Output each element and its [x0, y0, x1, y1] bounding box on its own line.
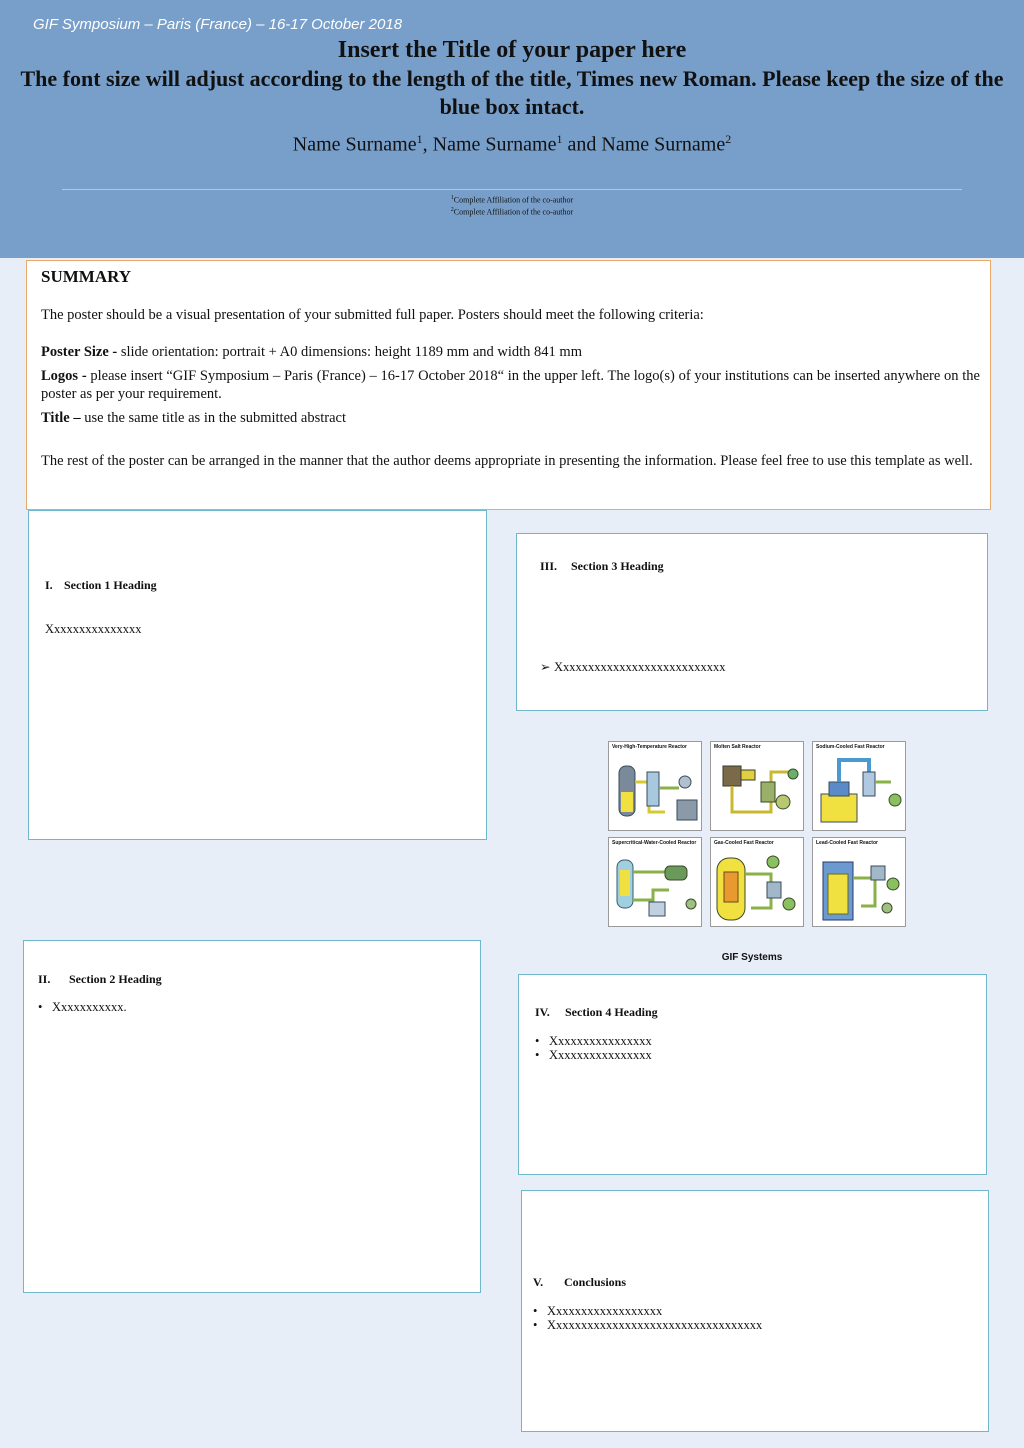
bullet-icon: •: [535, 1048, 540, 1062]
paper-title: Insert the Title of your paper here: [337, 37, 687, 63]
panel-label: Gas-Cooled Fast Reactor: [714, 840, 774, 846]
section-4-box: [518, 974, 987, 1175]
section-3-box: [516, 533, 988, 711]
author-sup: 1: [416, 132, 423, 146]
list-item: [38, 1000, 127, 1015]
panel-label: Very-High-Temperature Reactor: [612, 744, 687, 750]
summary-title-rule: [41, 409, 980, 427]
panel-label: Molten Salt Reactor: [714, 744, 761, 750]
conclusions-box: [521, 1190, 989, 1432]
reactor-panel-lfr: [812, 837, 906, 927]
paper-subtitle: The font size will adjust according to the length of the title, Times new Roman. Please keep the size of the blue box intact.: [20, 66, 1004, 119]
list-item: [535, 1048, 652, 1063]
author-name: Name Surname: [432, 133, 557, 156]
summary-closing: The rest of the poster can be arranged in the manner that the author deems appropriate in presenting the information. Please feel free to use this template as well.: [41, 453, 973, 469]
conclusions-heading: [533, 1275, 626, 1290]
section-4-heading: [535, 1005, 658, 1020]
section-number: IV.: [535, 1005, 550, 1019]
summary-logos: [41, 367, 980, 403]
gif-systems-figure: [606, 740, 910, 938]
list-item: [533, 1318, 762, 1333]
list-item: [533, 1304, 662, 1319]
summary-heading: SUMMARY: [41, 267, 132, 286]
title-label: Title –: [41, 410, 81, 426]
reactor-panel-scwr: [608, 837, 702, 927]
section-3-heading: [540, 559, 664, 574]
section-number: V.: [533, 1275, 544, 1289]
affiliation-text: Complete Affiliation of the co-author: [453, 207, 574, 217]
list-item-text: Xxxxxxxxxxx.: [52, 1000, 127, 1014]
summary-poster-size: [41, 343, 980, 361]
summary-box: [26, 260, 991, 510]
list-item-text: Xxxxxxxxxxxxxxxxxx: [547, 1304, 663, 1318]
summary-intro: The poster should be a visual presentation of your submitted full paper. Posters should meet the following criteria:: [41, 307, 704, 323]
author-list: [0, 126, 1024, 158]
section-2-heading: [38, 972, 162, 987]
list-item-text: Xxxxxxxxxxxxxxxxxxxxxxxxxxx: [554, 660, 726, 674]
author-sup: 1: [556, 132, 563, 146]
panel-label: Lead-Cooled Fast Reactor: [816, 840, 878, 846]
section-title: Section 1 Heading: [64, 578, 157, 592]
affiliation-text: Complete Affiliation of the co-author: [453, 195, 574, 205]
list-item: [535, 1034, 652, 1049]
section-title: Section 3 Heading: [571, 559, 664, 573]
reactor-panel-sfr: [812, 741, 906, 831]
section-number: I.: [45, 578, 53, 592]
section-number: II.: [38, 972, 51, 986]
section-title: Conclusions: [564, 1275, 627, 1289]
list-item-text: Xxxxxxxxxxxxxxxxxxxxxxxxxxxxxxxxxx: [547, 1318, 763, 1332]
bullet-icon: •: [38, 1000, 43, 1014]
affiliation-1: [0, 193, 1024, 206]
list-item: [540, 659, 726, 675]
reactor-panel-msr: [710, 741, 804, 831]
bullet-icon: •: [533, 1304, 538, 1318]
list-item-text: Xxxxxxxxxxxxxxxx: [549, 1048, 652, 1062]
section-title: Section 2 Heading: [69, 972, 162, 986]
figure-caption: GIF Systems: [721, 952, 783, 963]
title-text: use the same title as in the submitted abstract: [80, 410, 346, 426]
list-item-text: Xxxxxxxxxxxxxxxx: [549, 1034, 652, 1048]
header-divider: [62, 189, 962, 190]
author-sup: 2: [725, 132, 732, 146]
logos-text: please insert “GIF Symposium – Paris (France) – 16-17 October 2018“ in the upper left. The logo(s) of your institutions can be inserted anywhere on the poster as per your requirement.: [41, 368, 980, 402]
author-name: Name Surname: [601, 133, 726, 156]
affiliation-sup: 1: [450, 195, 454, 201]
section-title: Section 4 Heading: [565, 1005, 658, 1019]
poster-size-text: slide orientation: portrait + A0 dimensions: height 1189 mm and width 841 mm: [117, 344, 582, 360]
author-sep: ,: [422, 133, 433, 156]
logos-label: Logos -: [41, 368, 87, 384]
section-2-box: [23, 940, 481, 1293]
conference-label: GIF Symposium – Paris (France) – 16-17 October 2018: [33, 16, 403, 33]
poster-size-label: Poster Size -: [41, 344, 118, 360]
bullet-icon: •: [533, 1318, 538, 1332]
panel-label: Supercritical-Water-Cooled Reactor: [612, 840, 697, 846]
section-1-heading: [45, 578, 157, 593]
header-banner: [0, 0, 1024, 258]
reactor-panel-gfr: [710, 837, 804, 927]
affiliation-sup: 2: [450, 207, 454, 213]
panel-label: Sodium-Cooled Fast Reactor: [816, 744, 885, 750]
author-sep: and: [562, 133, 602, 156]
affiliation-2: [0, 205, 1024, 218]
author-name: Name Surname: [292, 133, 417, 156]
bullet-icon: •: [535, 1034, 540, 1048]
section-1-text: Xxxxxxxxxxxxxxx: [45, 622, 142, 636]
section-number: III.: [540, 559, 558, 573]
reactor-panel-vhtr: [608, 741, 702, 831]
section-1-box: [28, 510, 487, 840]
arrow-bullet-icon: ➢: [540, 660, 551, 674]
